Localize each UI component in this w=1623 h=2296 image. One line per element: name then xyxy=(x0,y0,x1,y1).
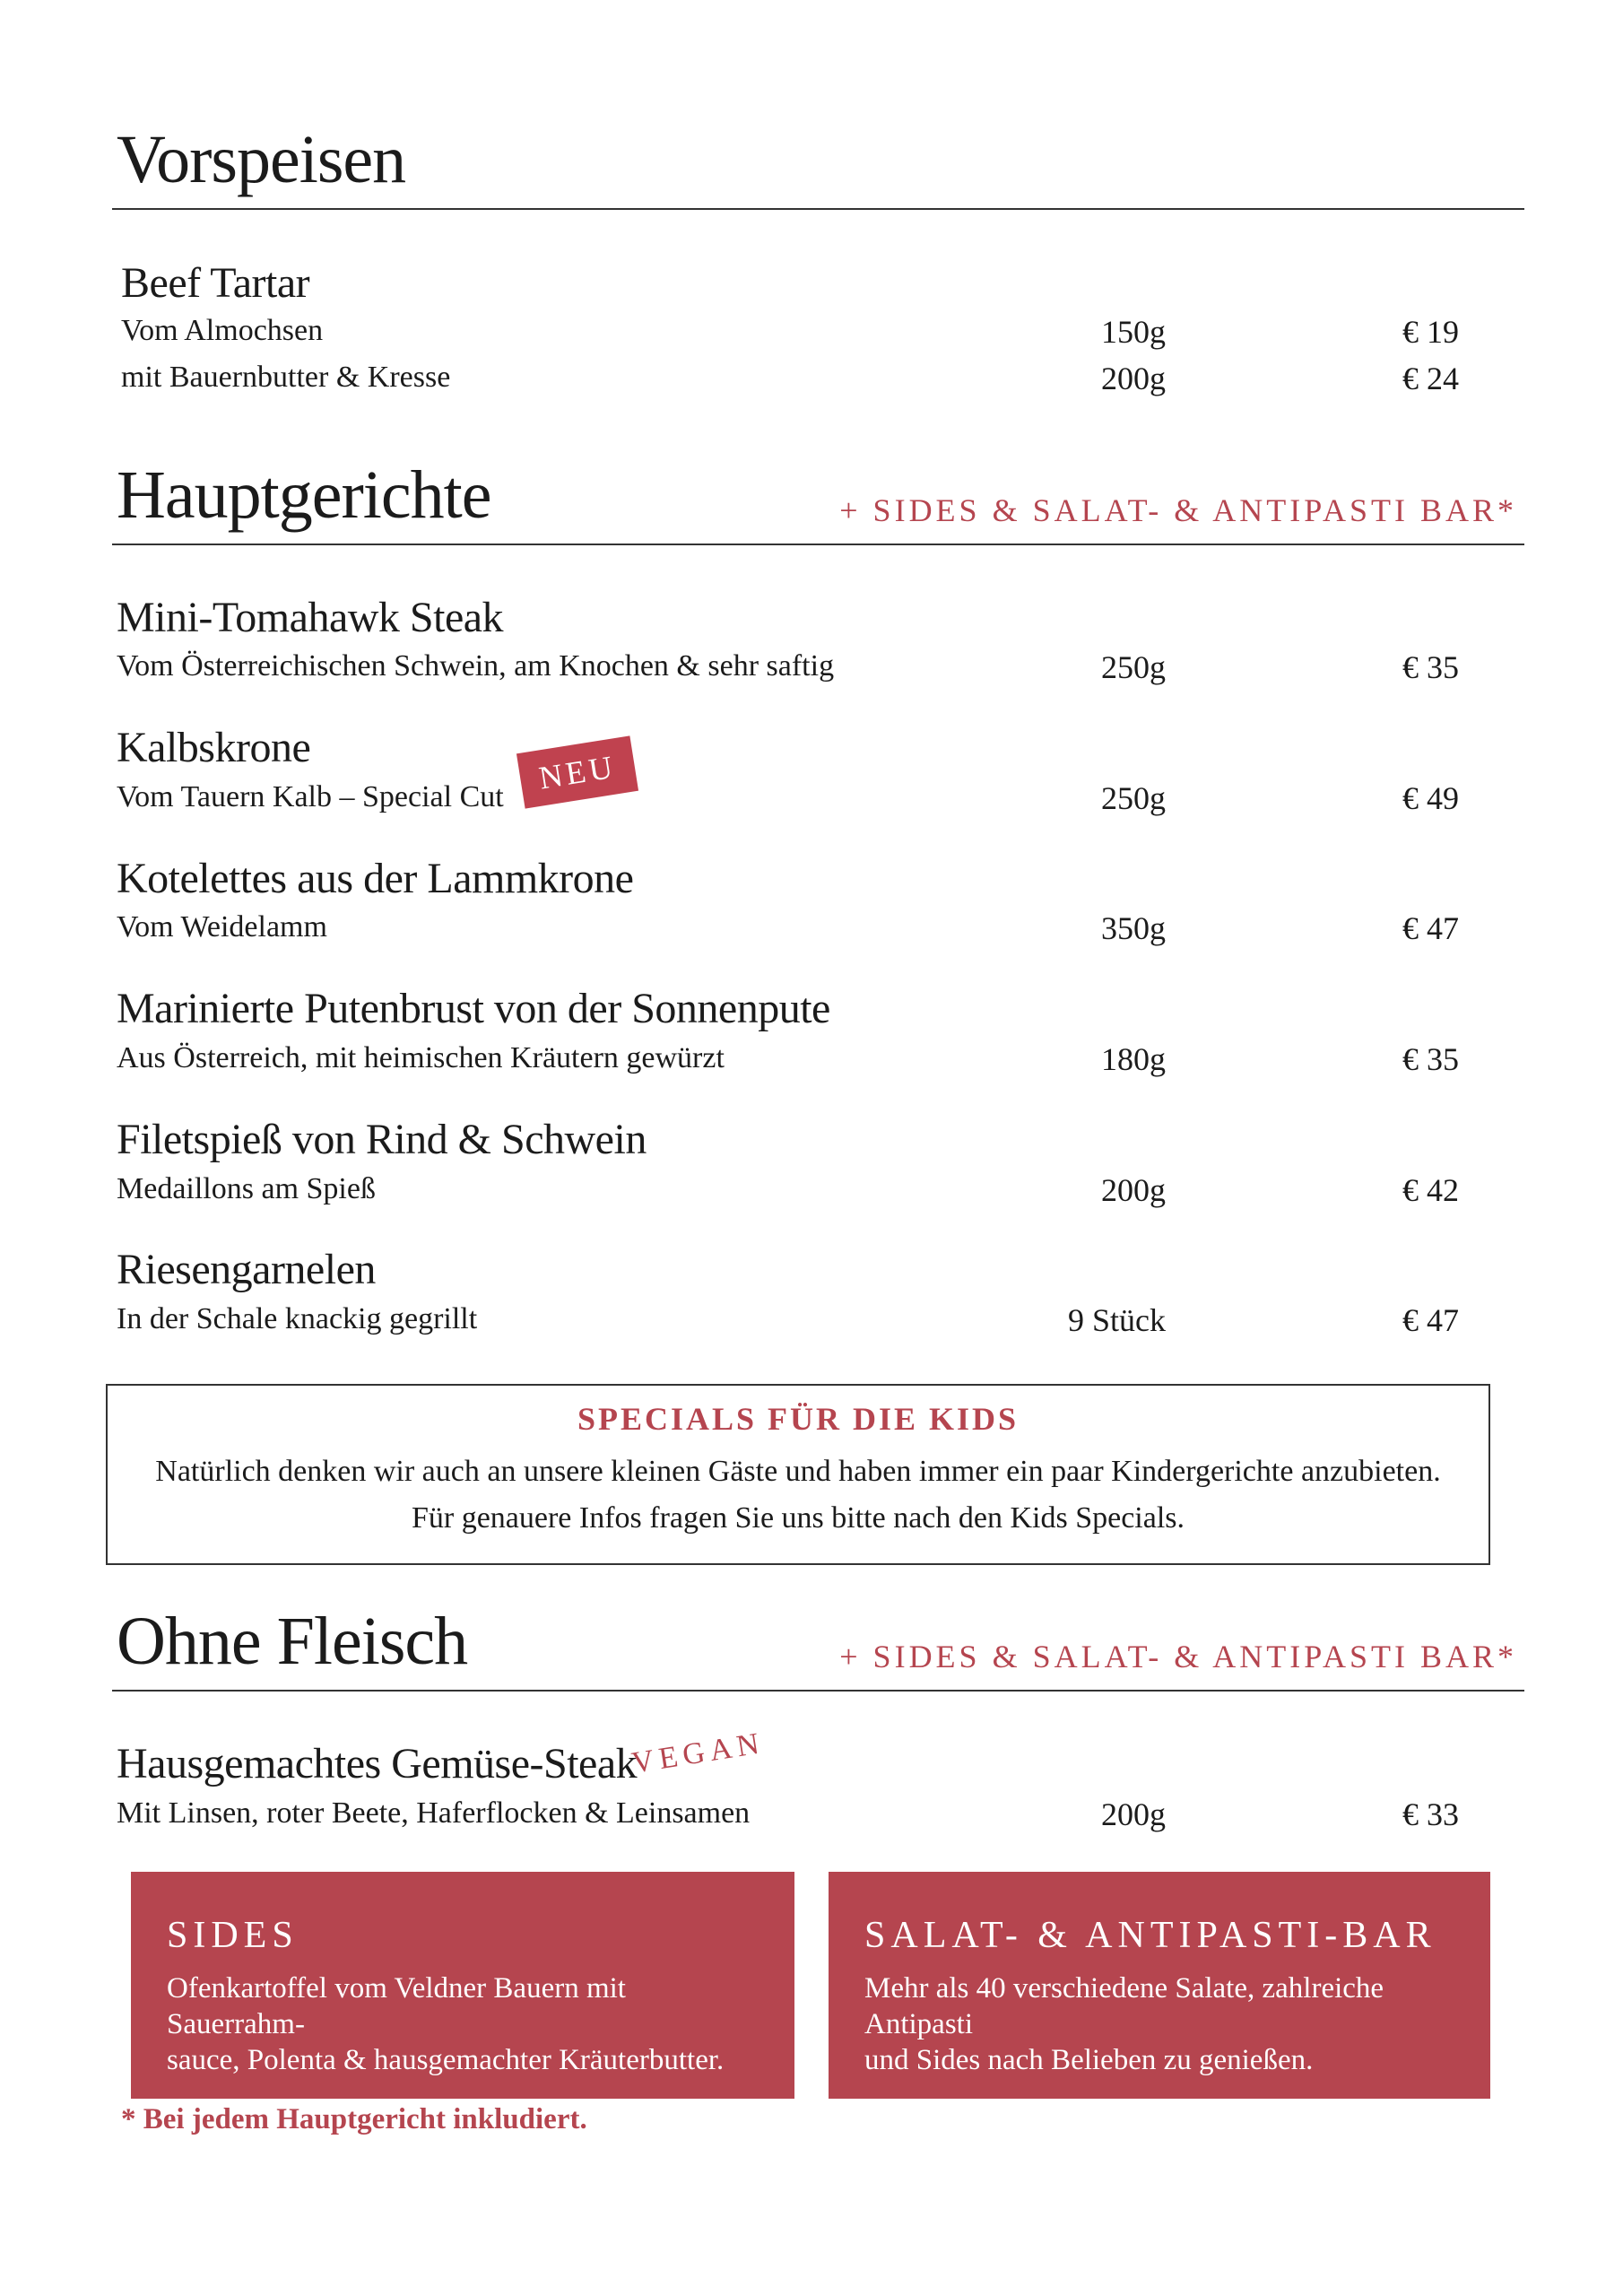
salatbar-text-line: Mehr als 40 verschiedene Salate, zahlreiche Antipasti xyxy=(864,1972,1384,2040)
item-price: € 24 xyxy=(1402,361,1459,396)
item-qty: 350g xyxy=(1101,910,1166,946)
neu-badge xyxy=(516,735,638,808)
item-qty: 150g xyxy=(1101,314,1166,350)
footnote: * Bei jedem Hauptgericht inkludiert. xyxy=(121,2103,587,2135)
sides-text-line: Ofenkartoffel vom Veldner Bauern mit Sauerrahm- xyxy=(167,1972,626,2040)
section-divider xyxy=(112,1690,1524,1692)
section-title-ohne-fleisch: Ohne Fleisch xyxy=(117,1604,468,1679)
item-name-beef-tartar: Beef Tartar xyxy=(121,259,310,307)
item-qty: 250g xyxy=(1101,780,1166,816)
kids-text-line: Natürlich denken wir auch an unsere kleinen Gäste und haben immer ein paar Kindergerichte anzubieten. xyxy=(155,1455,1441,1488)
vegan-tag: VEGAN xyxy=(629,1726,767,1780)
item-desc: Vom Österreichischen Schwein, am Knochen & sehr saftig xyxy=(117,649,835,683)
section-note: + SIDES & SALAT- & ANTIPASTI BAR* xyxy=(839,492,1517,528)
section-note: + SIDES & SALAT- & ANTIPASTI BAR* xyxy=(839,1639,1517,1674)
salatbar-text-line: und Sides nach Belieben zu genießen. xyxy=(864,2044,1314,2076)
item-price: € 42 xyxy=(1402,1172,1459,1208)
item-name-filetspiess: Filetspieß von Rind & Schwein xyxy=(117,1116,647,1163)
kids-text-line: Für genauere Infos fragen Sie uns bitte nach den Kids Specials. xyxy=(411,1501,1185,1535)
salat-antipasti-box xyxy=(829,1872,1490,2099)
section-title-vorspeisen: Vorspeisen xyxy=(117,122,406,197)
item-name-riesengarnelen: Riesengarnelen xyxy=(117,1246,376,1293)
item-name-gemuese-steak: Hausgemachtes Gemüse-Steak xyxy=(117,1740,638,1787)
item-qty: 180g xyxy=(1101,1041,1166,1077)
item-name-kalbskrone: Kalbskrone xyxy=(117,724,311,771)
sides-title: SIDES xyxy=(167,1915,299,1956)
section-divider xyxy=(112,544,1524,545)
item-qty: 250g xyxy=(1101,649,1166,685)
sides-text-line: sauce, Polenta & hausgemachter Kräuterbutter. xyxy=(167,2044,725,2076)
kids-specials-box xyxy=(106,1384,1490,1565)
item-qty: 9 Stück xyxy=(1067,1302,1166,1338)
item-price: € 19 xyxy=(1402,314,1459,350)
item-desc: In der Schale knackig gegrillt xyxy=(117,1302,478,1335)
item-desc: Medaillons am Spieß xyxy=(117,1172,376,1205)
item-price: € 47 xyxy=(1402,910,1459,946)
badge-label: NEU xyxy=(536,748,619,796)
salatbar-title: SALAT- & ANTIPASTI-BAR xyxy=(864,1915,1436,1956)
section-divider xyxy=(112,208,1524,210)
item-qty: 200g xyxy=(1101,1172,1166,1208)
sides-box xyxy=(131,1872,794,2099)
item-price: € 33 xyxy=(1402,1796,1459,1832)
section-title-hauptgerichte: Hauptgerichte xyxy=(117,457,491,533)
item-desc: Mit Linsen, roter Beete, Haferflocken & Leinsamen xyxy=(117,1796,751,1830)
item-price: € 35 xyxy=(1402,1041,1459,1077)
item-desc: Aus Österreich, mit heimischen Kräutern gewürzt xyxy=(117,1041,725,1074)
item-price: € 49 xyxy=(1402,780,1459,816)
item-qty: 200g xyxy=(1101,1796,1166,1832)
item-qty: 200g xyxy=(1101,361,1166,396)
item-desc: Vom Almochsen xyxy=(121,314,324,347)
item-desc: mit Bauernbutter & Kresse xyxy=(121,361,451,394)
kids-title: SPECIALS FÜR DIE KIDS xyxy=(577,1401,1020,1437)
item-desc: Vom Weidelamm xyxy=(117,910,327,944)
item-desc: Vom Tauern Kalb – Special Cut xyxy=(117,780,504,813)
item-name-kotelettes: Kotelettes aus der Lammkrone xyxy=(117,855,634,902)
item-price: € 47 xyxy=(1402,1302,1459,1338)
item-name-mini-tomahawk: Mini-Tomahawk Steak xyxy=(117,594,504,641)
item-price: € 35 xyxy=(1402,649,1459,685)
item-name-putenbrust: Marinierte Putenbrust von der Sonnenpute xyxy=(117,985,830,1032)
